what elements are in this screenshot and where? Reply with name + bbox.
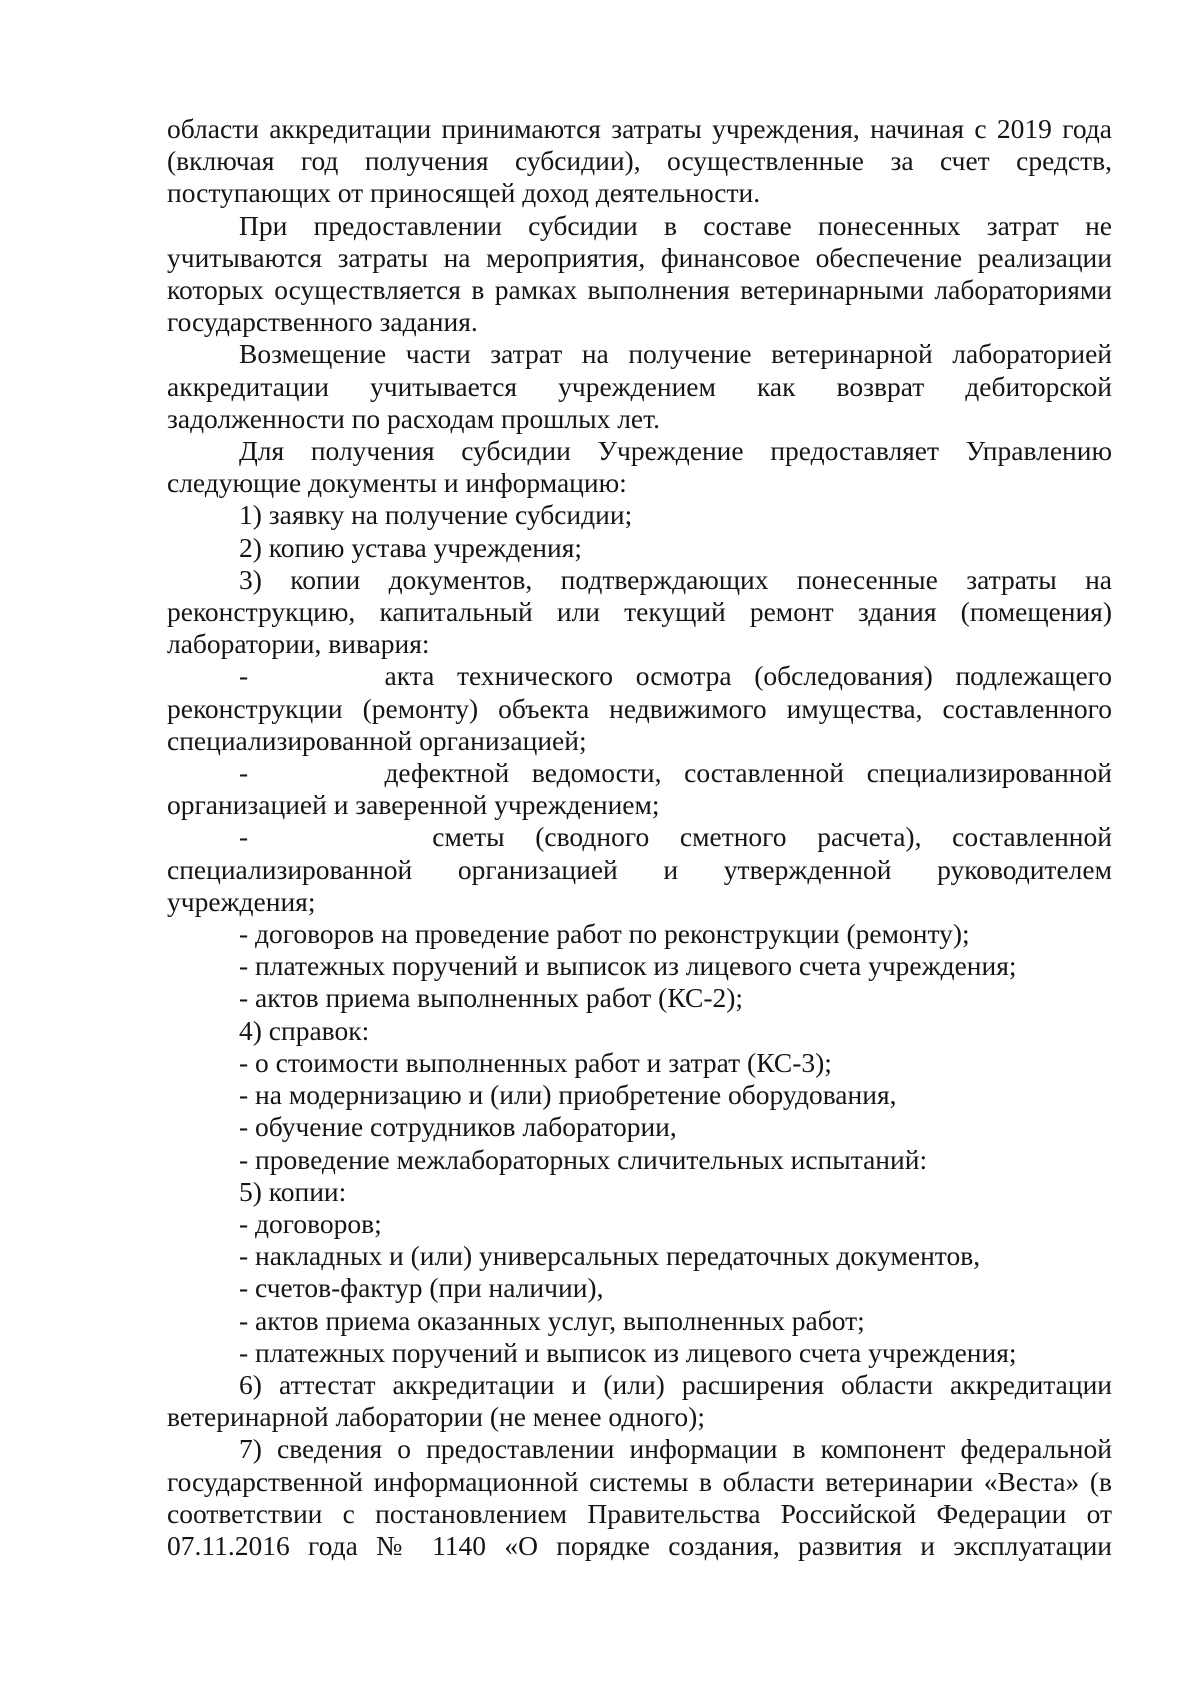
sub-item-invoices: - счетов-фактур (при наличии), xyxy=(239,1272,604,1304)
list-item-2: 2) копию устава учреждения; xyxy=(239,531,583,563)
sub-item-service-acts: - актов приема оказанных услуг, выполненных работ; xyxy=(239,1304,865,1336)
sub-item-acts-ks2: - актов приема выполненных работ (КС-2); xyxy=(239,982,744,1014)
paragraph-excluded-costs: При предоставлении субсидии в составе понесенных затрат не учитываются затраты на мероприятия, финансовое обеспечение реализации которых осуществляется в рамках выполнения ветеринарными лабораториями государственного задания. xyxy=(167,209,1112,338)
sub-item-waybills: - накладных и (или) универсальных передаточных документов, xyxy=(239,1240,981,1272)
paragraph-reimbursement: Возмещение части затрат на получение ветеринарной лабораторией аккредитации учитывается учреждением как возврат дебиторской задолженности по расходам прошлых лет. xyxy=(167,338,1112,434)
sub-item-interlab-tests: - проведение межлабораторных сличительных испытаний: xyxy=(239,1143,928,1175)
list-item-6: 6) аттестат аккредитации и (или) расширения области аккредитации ветеринарной лаборатории (не менее одного); xyxy=(167,1368,1112,1433)
list-item-1: 1) заявку на получение субсидии; xyxy=(239,499,633,531)
sub-item-agreements: - договоров; xyxy=(239,1207,382,1239)
paragraph-documents-intro: Для получения субсидии Учреждение предоставляет Управлению следующие документы и информацию: xyxy=(167,435,1112,499)
list-item-7: 7) сведения о предоставлении информации в компонент федеральной государственной информационной системы в области ветеринарии «Веста» (в соответствии с постановлением Правительства Российской Федерации от 07.11.2016 года № 1140 «О порядке создания, развития и эксплуатации xyxy=(167,1433,1112,1561)
sub-item-contracts: - договоров на проведение работ по реконструкции (ремонту); xyxy=(239,918,970,950)
sub-item-ks3: - о стоимости выполненных работ и затрат (КС-3); xyxy=(239,1046,832,1078)
document-body xyxy=(167,113,1112,1562)
paragraph-accreditation-costs: области аккредитации принимаются затраты учреждения, начиная с 2019 года (включая год получения субсидии), осуществленные за счет средств, поступающих от приносящей доход деятельности. xyxy=(167,113,1112,209)
list-item-3: 3) копии документов, подтверждающих понесенные затраты на реконструкцию, капитальный или текущий ремонт здания (помещения) лаборатории, вивария: xyxy=(167,563,1112,660)
sub-item-inspection-act: - акта технического осмотра (обследования) подлежащего реконструкции (ремонту) объекта недвижимого имущества, составленного специализированной организацией; xyxy=(167,660,1112,756)
sub-item-payment-orders: - платежных поручений и выписок из лицевого счета учреждения; xyxy=(239,950,1017,982)
sub-item-training: - обучение сотрудников лаборатории, xyxy=(239,1111,677,1143)
sub-item-estimate: - сметы (сводного сметного расчета), составленной специализированной организацией и утвержденной руководителем учреждения; xyxy=(167,821,1112,917)
sub-item-payment-orders-2: - платежных поручений и выписок из лицевого счета учреждения; xyxy=(239,1336,1017,1368)
list-item-4: 4) справок: xyxy=(239,1014,370,1046)
list-item-5: 5) копии: xyxy=(239,1175,347,1207)
sub-item-defect-list: - дефектной ведомости, составленной специализированной организацией и заверенной учреждением; xyxy=(167,757,1112,821)
sub-item-modernization: - на модернизацию и (или) приобретение оборудования, xyxy=(239,1079,897,1111)
